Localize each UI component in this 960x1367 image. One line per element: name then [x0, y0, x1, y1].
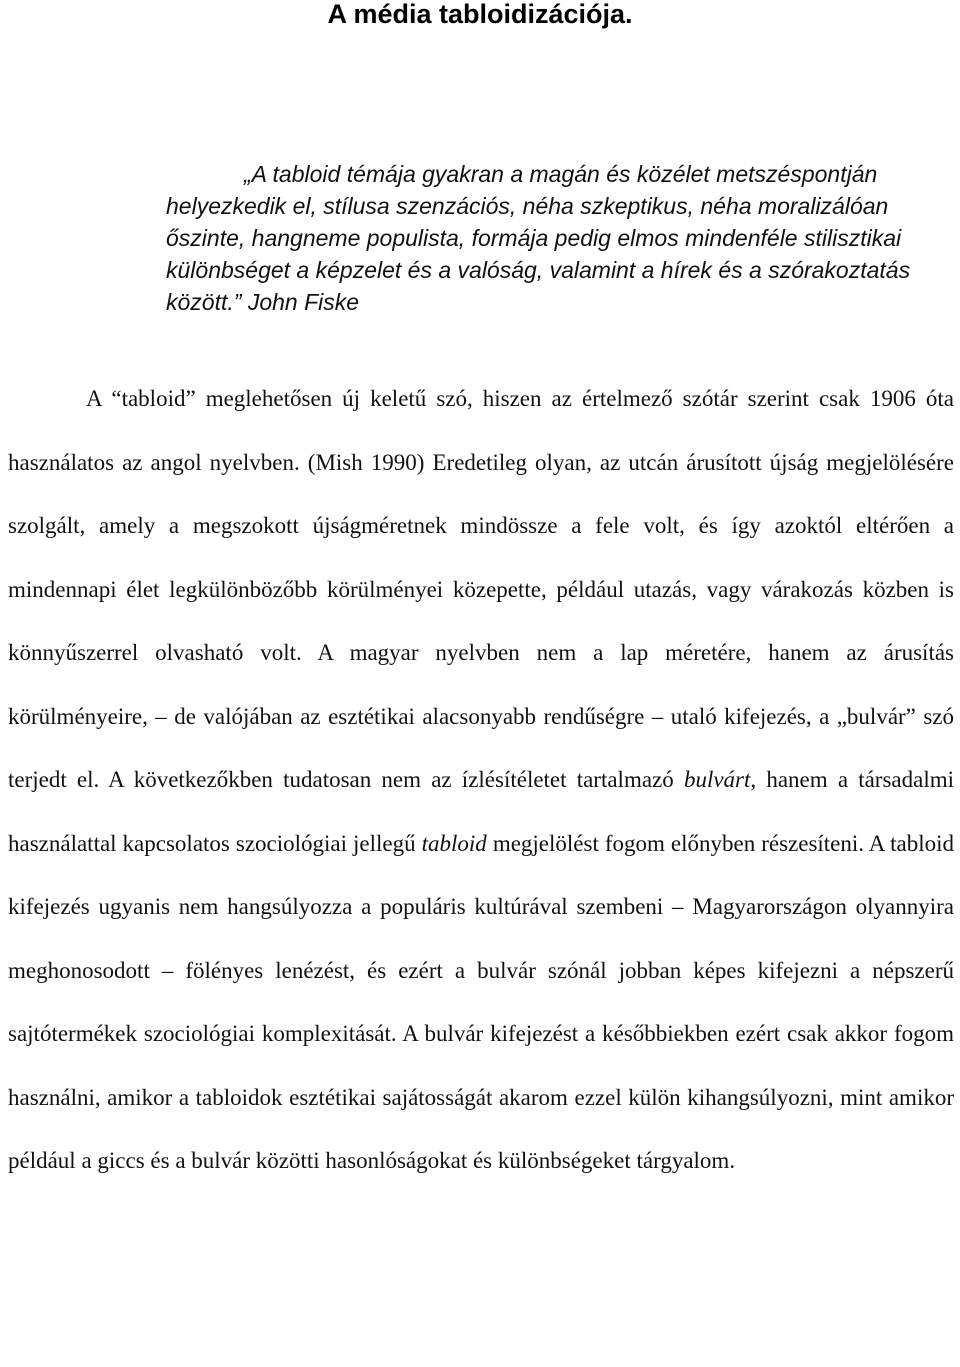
body-paragraph [8, 367, 954, 1193]
paragraph-text-2: , hanem a társadalmi használattal kapcsolatos szociológiai jellegű [8, 767, 955, 856]
document-title: A média tabloidizációja. [327, 0, 633, 29]
quote-author: John Fiske [247, 289, 360, 315]
quote-text: „A tabloid témája gyakran a magán és közélet metszéspontján helyezkedik el, stílusa szenzációs, néha szkeptikus, néha moralizálóan őszinte, hangneme populista, formája pedig elmos mindenféle stilisztikai különbséget a képzelet és a valóság, valamint a hírek és a szórakoztatás között.” [166, 161, 911, 315]
emphasis-bulvart: bulvárt [683, 767, 751, 792]
paragraph-text-3: megjelölést fogom előnyben részesíteni. A tabloid kifejezés ugyanis nem hangsúlyozza a populáris kultúrával szembeni – Magyarországon olyannyira meghonosodott – fölényes lenézést, és ezért a bulvár szónál jobban képes kifejezni a népszerű sajtótermékek szociológiai komplexitását. A bulvár kifejezést a későbbiekben ezért csak akkor fogom használni, amikor a tabloidok esztétikai sajátosságát akarom ezzel külön kihangsúlyozni, mint amikor például a giccs és a bulvár közötti hasonlóságokat és különbségeket tárgyalom. [8, 830, 955, 1173]
emphasis-tabloid: tabloid [421, 830, 487, 856]
paragraph-text-1: A “tabloid” meglehetősen új keletű szó, hiszen az értelmező szótár szerint csak 1906 óta használatos az angol nyelvben. (Mish 1990) Eredetileg olyan, az utcán árusított újság megjelölésére szolgált, amely a megszokott újságméretnek mindössze a fele volt, és így azoktól eltérően a mindennapi élet legkülönbözőbb körülményei közepette, például utazás, vagy várakozás közben is könnyűszerrel olvasható volt. A magyar nyelvben nem a lap méretére, hanem az árusítás körülményeire, – de valójában az esztétikai alacsonyabb rendűségre – utaló kifejezés, a „bulvár” szó terjedt el. A következőkben tudatosan nem az ízlésítéletet tartalmazó [8, 386, 954, 792]
epigraph-quote [166, 158, 946, 318]
